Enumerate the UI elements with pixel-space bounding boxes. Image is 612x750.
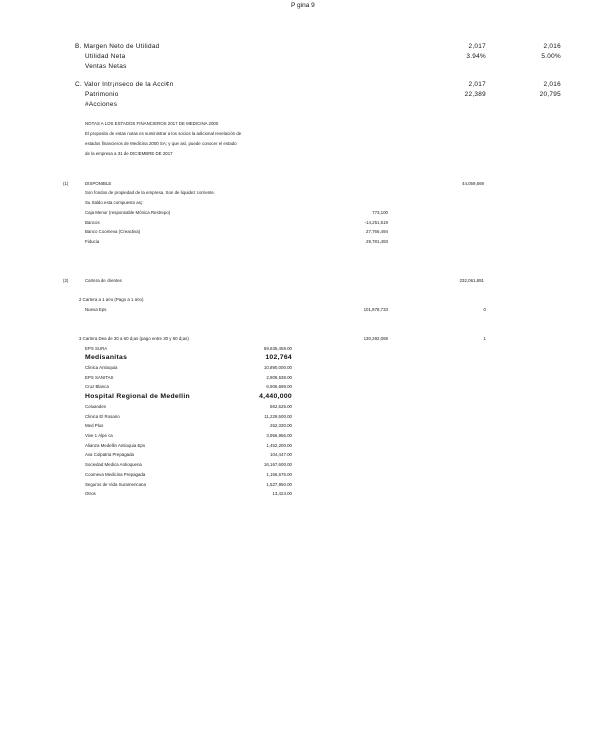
section-c-line1: Patrimonio [85,91,119,98]
client-name: Clinica El Rosario [85,414,120,419]
client-name: Vive 1 Alpe ca [85,433,113,438]
client-balance: 104,447.00 [270,452,292,457]
client-name: Seguros de Vida Suramericana [85,482,146,487]
notes-intro-line: NOTAS A LOS ESTADOS FINANCIEROS 2017 DE MEDICINA 2000 [85,121,219,126]
client-name: Ava Colpatria Prepagada [85,452,134,457]
client-name: Medisanitas [85,354,128,361]
client-balance: 2,809,538.00 [266,375,292,380]
client-name: Clinica Antioquia [85,365,118,370]
client-balance: 1,166,676.00 [266,472,292,477]
client-name: Coomeva Medicina Prepagada [85,472,146,477]
note-item-label: Banco Coomeva (Creactiva) [85,229,141,234]
section-b-line2: Ventas Netas [85,63,127,70]
note-title: DISPONIBLE [85,181,112,186]
note-item-value: 29,781,493 [366,239,388,244]
section-c-value1: 22,389 [464,91,486,98]
note-number: (2) [63,278,69,283]
section-b-value2: 5.00% [541,53,561,60]
client-balance: 16,167,600.00 [263,462,292,467]
client-name: EPS SANITAS [85,375,114,380]
section-c-year1: 2,017 [468,81,486,88]
note-item-label: Caja Menor (responsable Mónica Restrepo) [85,210,171,215]
note-item-value: 27,766,494 [366,229,388,234]
section-c-value2: 20,795 [539,91,561,98]
note-item-label: Fiducia [85,239,100,244]
note-description: Son fondos de propiedad de la empresa. Son de liquidez corriente. [85,190,216,195]
client-balance: 3,956,956.00 [266,433,292,438]
client-balance: 1,452,200.00 [266,443,292,448]
client-name: Cruz Blanca [85,384,109,389]
client-balance: 562,525.00 [270,404,292,409]
client-name: Alianza Medellin Antioquia Eps [85,443,146,448]
cartera-subsection-label: 3 Cartera Dea de 30 a 60 d¡as (pago entre 30 y 60 d¡as) [79,336,189,341]
client-name: Otros [85,491,96,496]
client-balance: 11,229,500.00 [264,414,292,419]
section-b-year2: 2,016 [543,43,561,50]
cartera-item-label: Nueva Eps [85,307,107,312]
section-b-heading: B. Margen Neto de Utilidad [75,43,160,50]
note-total: 232,061,891 [459,278,484,283]
cartera-item-flag: 0 [483,307,486,312]
note-item-label: Bancos [85,220,100,225]
section-b-year1: 2,017 [468,43,486,50]
note-total: 44,059,569 [462,181,484,186]
client-name: Med Plus [85,423,104,428]
client-balance: 4,440,000 [259,393,292,400]
client-balance: 6,906,699.00 [266,384,292,389]
note-item-value: 773,100 [372,210,388,215]
client-name: Hospital Regional de Medellin [85,393,191,400]
client-balance: 102,764 [265,354,292,361]
cartera-subsection-label: 2 Cartera a 1 a¤o (Pago a 1 a¤o) [79,297,144,302]
client-balance: 13,424.00 [272,491,292,496]
note-description: Su Saldo esta compuesto as¡: [85,200,144,205]
section-c-heading: C. Valor Intr¡nseco de la Acci¢n [75,81,174,88]
notes-intro-line: El proposito de estas notas es suministrar a los socios la adicional revelación de [85,131,242,136]
cartera-item-value: 101,878,733 [363,307,388,312]
note-item-value: -14,251,519 [364,220,388,225]
section-b-value1: 3.94% [466,53,486,60]
client-balance: 262,330.00 [270,423,292,428]
section-c-year2: 2,016 [543,81,561,88]
client-name: Coluandes [85,404,106,409]
section-b-line1: Utilidad Neta [85,53,126,60]
cartera-subsection-value: 130,282,068 [363,336,388,341]
notes-intro-line: estados financieros de Medicina 2000 SA; y que así, puede conocer el estado [85,141,237,146]
client-name: Sociedad Medica Antioquena [85,462,142,467]
notes-intro-line: de la empresa a 31 de DICIEMBRE DE 2017 [85,151,173,156]
client-balance: 1,527,950.00 [266,482,292,487]
page-title: P gina 9 [291,2,315,9]
client-name: EPS SURA [85,346,108,351]
client-balance: 10,890,000.00 [263,365,292,370]
note-number: (1) [63,181,69,186]
section-c-line2: #Acciones [85,101,118,108]
cartera-subsection-flag: 1 [483,336,486,341]
client-balance: 59,635,459.00 [263,346,292,351]
note-title: Cartera de clientes [85,278,122,283]
